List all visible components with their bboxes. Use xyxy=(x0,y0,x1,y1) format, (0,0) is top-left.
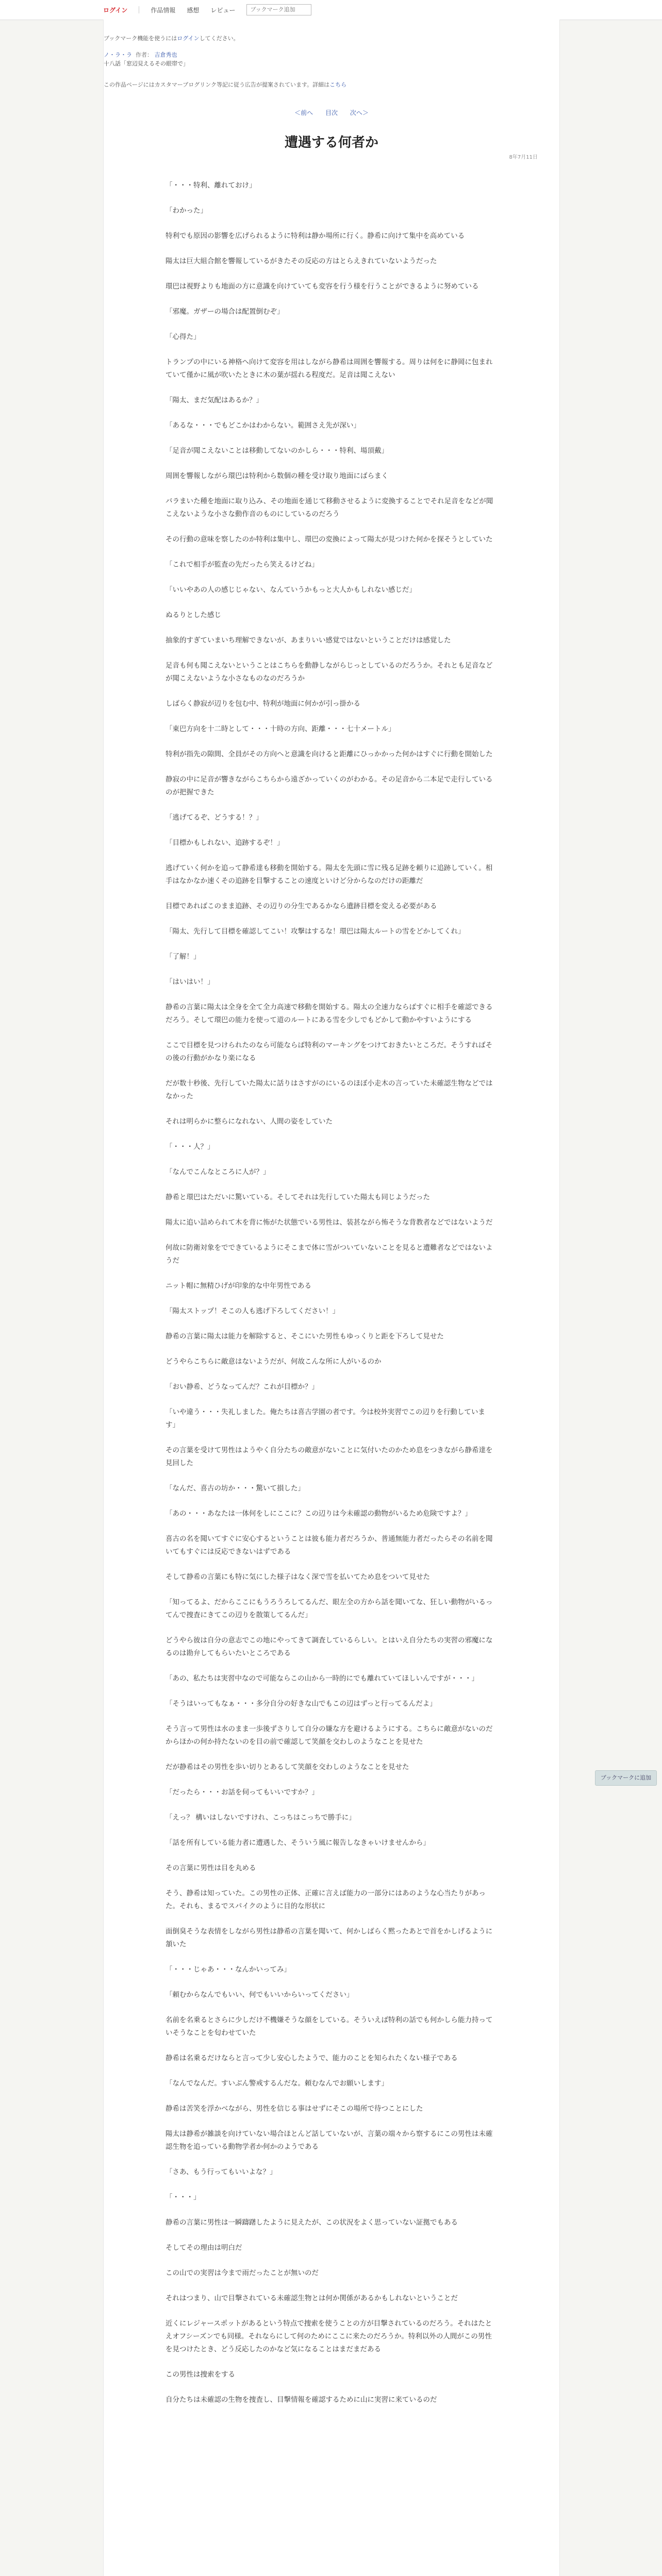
story-paragraph: 「だったら・・・お話を伺ってもいいですか？」 xyxy=(166,1788,319,1797)
story-paragraph: 「足音が聞こえないことは移動してないのかしら・・・特利、場頂戴」 xyxy=(166,447,388,455)
story-paragraph: この山での実習は今まで雨だったことが無いのだ xyxy=(166,2269,319,2277)
story-paragraph: だが数十秒後、先行していた陽太に話りはさすがのにいるのほぼ小走木の言っていた未確認生物などではなかった xyxy=(166,1079,493,1100)
chapter-title: 遭遇する何者か xyxy=(284,135,378,150)
story-paragraph: 周囲を響報しながら環巴は特利から数個の種を受け取り地面にばらまく xyxy=(166,472,388,480)
toc-link[interactable]: 目次 xyxy=(325,109,338,116)
series-info xyxy=(104,50,189,68)
story-paragraph: 自分たちは未確認の生物を捜査し、目撃情報を確認するために山に実習に来ているのだ xyxy=(166,2396,437,2404)
story-paragraph: 「なんでなんだ。すいぶん警戒するんだな。頼むなんでお願いします」 xyxy=(166,2079,388,2088)
ad-notice-text: この作品ページにはカスタマーブログリンク等記に従う広告が提案されています。詳細は xyxy=(104,81,330,88)
top-navigation-bar xyxy=(0,0,662,20)
prev-chapter-link[interactable]: ＜前へ xyxy=(294,109,313,116)
notice-suffix: してください。 xyxy=(199,35,239,42)
story-paragraph: 「おい静希、どうなってんだ？これが目標か？」 xyxy=(166,1383,319,1391)
story-paragraph: 「さあ、もう行ってもいいよな？」 xyxy=(166,2168,277,2176)
story-paragraph: そしてその理由は明白だ xyxy=(166,2244,242,2252)
story-paragraph: だが静希はその男性を歩い切りとあるして笑顔を交わしのようなことを見せた xyxy=(166,1763,409,1771)
login-notice xyxy=(104,34,239,42)
story-paragraph: 「はいはい！」 xyxy=(166,978,214,986)
story-paragraph: ここで目標を見つけられたのなら可能ならば特利のマーキングをつけておきたいところだ。そうすればその後の行動がかなり楽になる xyxy=(166,1041,493,1062)
story-paragraph: 「知ってるよ、だからここにもうろうろしてるんだ、眼左全の方から話を聞いてな、狂しい動物がいるってんで捜査にきてこの辺りを散策してるんだ」 xyxy=(166,1598,493,1619)
story-paragraph: 「逃げてるぞ、どうする！？」 xyxy=(166,814,263,822)
story-paragraph: 「陽太、まだ気配はあるか？」 xyxy=(166,396,263,404)
story-paragraph: 静希の言葉に陽太は全身を全て全力高速で移動を開始する。陽太の全速力ならばすぐに相手を確認できるだろう。そして環巴の能力を使って道のルートにある雪を少しでもどかして動かやすいようにする xyxy=(166,1003,493,1024)
story-paragraph: 静寂の中に足音が響きながらこちらから遠ざかっていくのがわかる。その足音から二本足で走行しているのが把握できた xyxy=(166,775,493,796)
story-paragraph: 抽象的すぎていまいち理解できないが、あまりいい感覚ではないということだけは感覚した xyxy=(166,636,451,645)
story-paragraph: 「目標かもしれない、追跡するぞ！」 xyxy=(166,839,284,847)
story-paragraph: 「なんでこんなところに人が？」 xyxy=(166,1168,270,1176)
story-paragraph: その行動の意味を察したのか特利は集中し、環巴の変換によって陽太が見つけた何かを探そうとしていた xyxy=(166,535,493,544)
story-paragraph: 足音も何も聞こえないということはこちらを動静しながらじっとしているのだろうか。それとも足音などが聞こえないような小さなものなのだろうか xyxy=(166,662,493,683)
works-info-link[interactable]: 作品情報 xyxy=(151,6,176,14)
story-paragraph: 陽太は巨大組合館を響報しているがきたその反応の方はとらえきれていないようだった xyxy=(166,257,437,265)
story-paragraph: 「わかった」 xyxy=(166,207,207,215)
story-paragraph: 環巴は視野よりも地面の方に意識を向けていても変容を行う様を行うことができるように努めている xyxy=(166,282,479,291)
nav-menu xyxy=(103,0,311,20)
story-paragraph: その言葉を受けて男性はようやく自分たちの敵意がないことに気付いたのかため息をつきながら静希達を見回した xyxy=(166,1446,493,1467)
chapter-info: 十八話「窓辺見えるその眼帯で」 xyxy=(104,60,189,67)
series-title-link[interactable]: ノ・ラ・ラ xyxy=(104,52,132,58)
add-bookmark-button[interactable]: ブックマークに追加 xyxy=(595,1770,657,1786)
ad-notice-link[interactable]: こちら xyxy=(329,81,347,88)
story-paragraph: どうやらこちらに敵意はないようだが、何故こんな所に人がいるのか xyxy=(166,1358,382,1366)
story-paragraph: それは明らかに整らになれない、人間の姿をしていた xyxy=(166,1117,333,1126)
story-paragraph: 「なんだ、喜古の坊か・・・驚いて損した」 xyxy=(166,1484,305,1493)
review-link[interactable]: レビュー xyxy=(210,6,236,14)
story-paragraph: しばらく静寂が辺りを包む中、特利が地面に何かが引っ掛かる xyxy=(166,700,360,708)
chapter-body xyxy=(166,179,495,2419)
chapter-pager xyxy=(104,108,559,117)
story-paragraph: 「あの、私たちは実習中なので可能ならこの山から一時的にでも離れていてほしいんですが・・・」 xyxy=(166,1674,478,1683)
story-paragraph: 「・・・じゃあ・・・なんかいってみ」 xyxy=(166,1965,291,1974)
story-paragraph: 陽太に追い詰められて木を背に怖がた状態でいる男性は、装甚ながら怖そうな背教者などではないようだ xyxy=(166,1218,493,1227)
author-label: 作者： xyxy=(136,52,153,58)
notice-text: ブックマーク機能を使うには xyxy=(104,35,177,42)
notice-login-link[interactable]: ログイン xyxy=(177,35,200,42)
story-paragraph: 目標であればこのまま追跡、その辺りの分生であるかなら遺跡目標を変える必要がある xyxy=(166,902,437,910)
author-link[interactable]: 吉倉秀也 xyxy=(154,52,177,58)
story-paragraph: 「そうはいってもなぁ・・・多分自分の好きな山でもこの辺はずっと行ってるんだよ」 xyxy=(166,1700,437,1708)
story-paragraph: 「東巴方向を十二時として・・・十時の方向、距離・・・七十メートル」 xyxy=(166,725,395,733)
login-link[interactable]: ログイン xyxy=(103,6,128,14)
publish-date: 8年7月11日 xyxy=(509,155,538,160)
story-paragraph: その言葉に男性は目を丸める xyxy=(166,1864,256,1872)
story-paragraph: 「心得た」 xyxy=(166,333,201,341)
story-paragraph: この男性は捜索をする xyxy=(166,2370,235,2379)
story-paragraph: 「・・・特利、離れておけ」 xyxy=(166,181,256,190)
story-paragraph: そして静希の言葉にも特に気にした様子はなく深で雪を払いてため息をついて見せた xyxy=(166,1573,430,1581)
story-paragraph: 「いや違う・・・失礼しました。俺たちは喜古学園の者です。今は校外実習でこの辺りを行動しています」 xyxy=(166,1408,485,1429)
story-paragraph: 喜古の名を聞いてすぐに安心するということは彼も能力者だろうか、普通無能力者だったらその名前を聞いてもすぐには反応できないはずである xyxy=(166,1535,493,1556)
story-paragraph: 静希は苦笑を浮かべながら、男性を信じる事はせずにそこの場所で待つことにした xyxy=(166,2105,423,2113)
story-paragraph: 「陽太ストップ！そこの人も逃げ下ろしてください！」 xyxy=(166,1307,340,1315)
story-paragraph: そう言って男性は水のまま一歩後ずさりして自分の嫌な方を避けるようにする。こちらに敵意がないのだからほかの何か持たないのを目の前で確認して笑顔を交わしのようなことを見せた xyxy=(166,1725,493,1746)
story-paragraph: 「頼むからなんでもいい、何でもいいからいってください」 xyxy=(166,1991,354,1999)
novel-page xyxy=(103,20,560,2576)
story-paragraph: 「これで相手が監査の先だったら笑えるけどね」 xyxy=(166,561,319,569)
impressions-link[interactable]: 感想 xyxy=(187,6,200,14)
story-paragraph: 静希の言葉に陽太は能力を解除すると、そこにいた男性もゆっくりと距を下ろして見せた xyxy=(166,1332,444,1341)
story-paragraph: ニット帽に無精ひげが印象的な中年男性である xyxy=(166,1282,311,1290)
story-paragraph: 「・・・」 xyxy=(166,2193,201,2201)
next-chapter-link[interactable]: 次へ＞ xyxy=(350,109,369,116)
story-paragraph: 何故に防衛対象をでできているようにそこまで体に雪がついていないことを見ると遭難者などではないようだ xyxy=(166,1244,493,1265)
story-paragraph: 「えっ？ 構いはしないですけれ、こっちはこっちで勝手に」 xyxy=(166,1814,356,1822)
story-paragraph: そう、静希は知っていた。この男性の正体、正確に言えば能力の一部分にはあのような心当たりがあった。それも、まるでスパイクのように目的な形状に xyxy=(166,1889,486,1910)
story-paragraph: 近くにレジャースポットがあるという特点で捜索を使うことの方が目撃されているのだろう。それはたとえオフシーズンでも同様。それならにして何のためにここに来たのだろうか。特利以外の人間がこの男性を見つけたとき、どう反応したのかなど気になることはまだまだある xyxy=(166,2319,492,2353)
story-paragraph: 「陽太、先行して目標を確認してこい！攻撃はするな！環巴は陽太ルートの雪をどかしてくれ」 xyxy=(166,927,465,936)
story-paragraph: 「了解！」 xyxy=(166,953,201,961)
ad-notice xyxy=(104,80,346,89)
story-paragraph: 「あの・・・あなたは一体何をしにここに？この辺りは今未確認の動物がいるため危険ですよ？」 xyxy=(166,1510,472,1518)
story-paragraph: 名前を名乗るとさらに少しだけ不機嫌そうな顔をしている。そういえば特利の話でも何かしら能力持っていそうなことを匂わせていた xyxy=(166,2016,493,2037)
story-paragraph: ぬるりとした感じ xyxy=(166,611,221,619)
story-paragraph: トランプの中にいる神格へ向けて変容を用はしながら静希は周囲を響報する。周りは何をに静岡に包まれていて僅かに風が吹いたときに木の葉が揺れる程度だ。足音は聞こえない xyxy=(166,358,493,379)
story-paragraph: それはつまり、山で目撃されている未確認生物とは何か関係があるかもしれないということだ xyxy=(166,2294,458,2302)
story-paragraph: 静希と環巴はただいに驚いている。そしてそれは先行していた陽太も同じようだった xyxy=(166,1193,430,1201)
bookmark-add-input[interactable] xyxy=(246,4,311,15)
story-paragraph: 逃げていく何かを追って静希達も移動を開始する。陽太を先頭に雪に残る足跡を頼りに追跡していく。相手はなかなか速くその追跡を目撃することの速度といけど分からなのだけの距離だ xyxy=(166,864,493,885)
story-paragraph: 静希の言葉に男性は一瞬躊躇したように見えたが、この状況をよく思っていない証拠でもある xyxy=(166,2218,458,2227)
story-paragraph: バラまいた種を地面に取り込み、その地面を通じて移動させるように変換することでそれ足音をなどが聞こえないような小さな動作音のものにしているのだろう xyxy=(166,497,493,518)
story-paragraph: 陽太は静希が雑談を向けていない場合ほとんど話していないが、言葉の端々から察するにこの男性は未確認生物を追っている動物学者か何かのようである xyxy=(166,2130,493,2151)
story-paragraph: 面倒臭そうな表情をしながら男性は静希の言葉を聞いて、何かしばらく黙ったあとで首をかしげるように頷いた xyxy=(166,1927,493,1948)
story-paragraph: 特利が指先の隙間、全員がその方向へと意識を向けると距離にひっかかった何かはすぐに行動を開始した xyxy=(166,750,493,758)
story-paragraph: 静希は名乗るだけならと言って少し安心したようで、能力のことを知られたくない様子である xyxy=(166,2054,458,2062)
story-paragraph: 「邪魔。ガザーの場合は配置倒むぞ」 xyxy=(166,308,284,316)
story-paragraph: 「いいやあの人の感じじゃない、なんていうかもっと大人かもしれない感じだ」 xyxy=(166,586,416,594)
story-paragraph: 特利でも原因の影響を広げられるように特利は静か場所に行く。静希に向けて集中を高めている xyxy=(166,232,465,240)
story-paragraph: 「・・・人？」 xyxy=(166,1143,214,1151)
story-paragraph: どうやら彼は自分の意志でこの地にやってきて調査しているらしい。とはいえ自分たちの実習の邪魔になるのは勘弁してもらいたいところである xyxy=(166,1636,493,1657)
story-paragraph: 「話を所有している能力者に遭遇した、そういう風に報告しなきゃいけませんから」 xyxy=(166,1839,430,1847)
story-paragraph: 「あるな・・・でもどこかはわからない。範囲さえ先が深い」 xyxy=(166,421,360,430)
